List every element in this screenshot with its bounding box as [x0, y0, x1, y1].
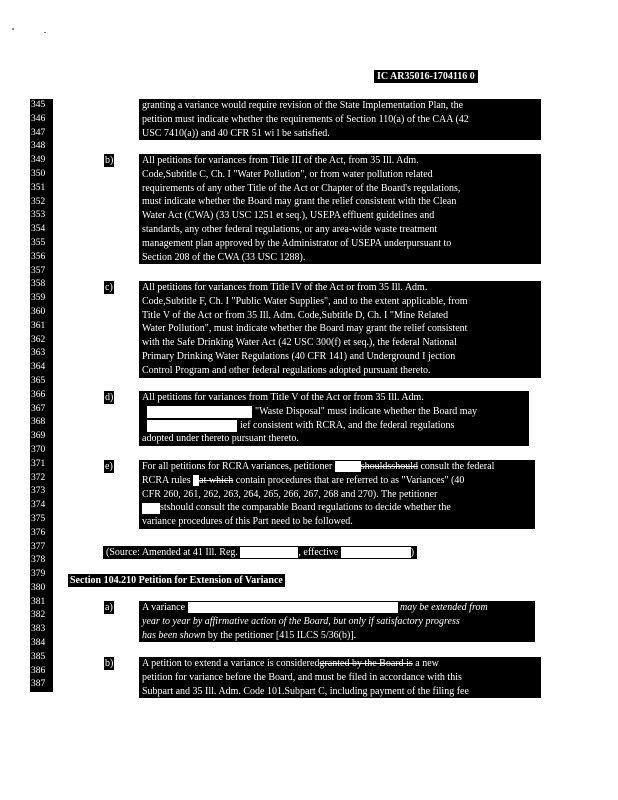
line-number: 373 [31, 486, 46, 497]
line-number: 384 [31, 638, 46, 649]
item-c-paragraph [139, 281, 541, 378]
text-line: Water Pollution", must indicate whether the Board may grant the relief consistent [142, 323, 468, 335]
text-line [142, 657, 538, 671]
line-number: 353 [31, 210, 46, 221]
line-number: 385 [31, 651, 46, 662]
text-line: Section 208 of the CWA (33 USC 1288). [142, 251, 306, 263]
item-d-label: d) [105, 392, 114, 403]
text-line: petition must indicate whether the requirements of Section 110(a) of the CAA (42 [142, 113, 469, 125]
text-line: All petitions for variances from Title V of the Act or from 35 Ill. Adm. [142, 392, 424, 403]
text-line: ief consistent with RCRA, and the federal regulations [240, 419, 455, 431]
struck-text: granted by the Board is [319, 658, 413, 669]
line-number: 345 [31, 100, 46, 110]
text-line [142, 474, 532, 488]
text-segment: A petition to extend a variance is considered [142, 658, 320, 669]
text-line: with the Safe Drinking Water Act (42 USC 300(f) et seq.), the federal National [142, 337, 457, 349]
text-line: Water Act (CWA) (33 USC 1251 et seq.), USEPA effluent guidelines and [142, 210, 435, 222]
line-number: 380 [31, 582, 46, 593]
text-line: requirements of any other Title of the Act or Chapter of the Board's regulations, [142, 182, 461, 194]
redaction-gap [188, 602, 398, 613]
line-number: 379 [31, 569, 46, 580]
text-segment: a new [412, 658, 439, 669]
text-line [142, 629, 532, 643]
item-b-label: b) [105, 155, 114, 166]
line-number: 371 [31, 458, 46, 469]
document-id-header: IC AR35016-1704116 0 [374, 70, 478, 83]
line-number: 381 [31, 596, 46, 607]
line-number: 360 [31, 306, 46, 317]
line-number: 372 [31, 472, 46, 483]
line-number: 368 [31, 417, 46, 428]
line-number: 349 [31, 155, 46, 166]
item-c-label: c) [105, 282, 113, 293]
redaction-gap [335, 461, 361, 472]
text-segment: by the petitioner [415 ILCS 5/36(b)]. [205, 629, 357, 641]
text-line: Primary Drinking Water Regulations (40 CFR 141) and Underground I jection [142, 350, 456, 362]
redaction-gap [341, 547, 411, 558]
section-heading: Section 104.210 Petition for Extension of Variance [70, 575, 283, 586]
line-number: 365 [31, 375, 46, 386]
sec-b-label: b) [105, 658, 114, 669]
item-e-paragraph [139, 460, 535, 529]
intro-paragraph [139, 99, 541, 140]
redaction-gap [147, 420, 237, 432]
text-segment: contain procedures that are referred to as "Variances" (40 [235, 474, 465, 486]
source-note [103, 546, 417, 559]
redaction-gap [240, 547, 298, 558]
sec-a-label: a) [105, 602, 113, 613]
line-number: 362 [31, 334, 46, 345]
line-number: 367 [31, 403, 46, 414]
text-segment: RCRA rules [142, 474, 191, 486]
text-line [142, 501, 532, 515]
text-line: Control Program and other federal regulations adopted pursuant thereto. [142, 364, 431, 376]
text-line: granting a variance would require revision of the State Implementation Plan, the [142, 100, 464, 111]
source-prefix: (Source: Amended at 41 Ill. Reg. [106, 547, 238, 558]
line-number: 377 [31, 541, 46, 552]
text-line [142, 460, 532, 474]
line-number: 359 [31, 293, 46, 304]
struck-text: at which [199, 474, 234, 486]
text-segment: consult the federal [420, 461, 495, 472]
line-number: 355 [31, 237, 46, 248]
line-number: 348 [31, 141, 46, 152]
source-suffix: ) [410, 547, 415, 558]
redaction-gap [147, 406, 252, 418]
text-segment: stshould consult the comparable Board regulations to decide whether the [160, 502, 451, 514]
struck-text: shouldsshould [360, 461, 418, 472]
line-number-column [30, 99, 53, 692]
text-line: Title V of the Act or from 35 Ill. Adm. Code,Subtitle D, Ch. I "Mine Related [142, 309, 449, 321]
line-number: 374 [31, 500, 46, 511]
text-segment: A variance [142, 602, 186, 613]
line-number: 357 [31, 265, 46, 276]
line-number: 351 [31, 182, 46, 193]
sec-b-paragraph [139, 657, 541, 698]
line-number: 382 [31, 610, 46, 621]
line-number: 370 [31, 444, 46, 455]
line-number: 375 [31, 513, 46, 524]
line-number: 347 [31, 127, 46, 138]
text-line: CFR 260, 261, 262, 263, 264, 265, 266, 267, 268 and 270). The petitioner [142, 488, 438, 500]
line-number: 364 [31, 362, 46, 373]
text-line [142, 601, 532, 615]
text-segment: For all petitions for RCRA variances, petitioner [142, 461, 333, 472]
text-line: Code,Subtitle F, Ch. I "Public Water Supplies", and to the extent applicable, from [142, 295, 468, 307]
item-b-paragraph [139, 154, 541, 264]
text-line: All petitions for variances from Title III of the Act, from 35 Ill. Adm. [142, 155, 419, 166]
text-line: must indicate whether the Board may grant the relief consistent with the Clean [142, 196, 457, 208]
text-line: adopted under thereto pursuant thereto. [142, 433, 299, 445]
text-line: Code,Subtitle C, Ch. I "Water Pollution", or from water pollution related [142, 168, 433, 180]
sec-a-paragraph [139, 601, 535, 642]
line-number: 378 [31, 555, 46, 566]
italic-text: may be extended from [400, 602, 488, 613]
line-number: 383 [31, 624, 46, 635]
line-number: 376 [31, 527, 46, 538]
source-effective: , effective [298, 547, 339, 558]
text-line: All petitions for variances from Title IV of the Act or from 35 Ill. Adm. [142, 282, 428, 293]
line-number: 387 [31, 679, 46, 690]
line-number: 350 [31, 168, 46, 179]
text-line: USC 7410(a)) and 40 CFR 51 wi l be satisfied. [142, 127, 330, 139]
text-line: standards, any other federal regulations, or any area-wide waste treatment [142, 223, 438, 235]
line-number: 352 [31, 196, 46, 207]
text-line: Subpart and 35 Ill. Adm. Code 101.Subpart C, including payment of the filing fee [142, 685, 469, 697]
line-number: 358 [31, 279, 46, 290]
text-line: variance procedures of this Part need to be followed. [142, 516, 353, 528]
text-line: "Waste Disposal" must indicate whether the Board may [255, 405, 478, 417]
scan-speck [12, 28, 14, 30]
redaction-gap [142, 503, 160, 514]
line-number: 363 [31, 348, 46, 359]
line-number: 354 [31, 224, 46, 235]
line-number: 369 [31, 431, 46, 442]
line-number: 356 [31, 251, 46, 262]
text-line: year to year by affirmative action of the Board, but only if satisfactory progress [142, 615, 460, 627]
scan-speck [44, 32, 46, 33]
line-number: 366 [31, 389, 46, 400]
text-line: management plan approved by the Administrator of USEPA underpursuant to [142, 237, 452, 249]
text-line: petition for variance before the Board, and must be filed in accordance with this [142, 671, 462, 683]
line-number: 361 [31, 320, 46, 331]
italic-text: has been shown [142, 629, 206, 641]
line-number: 386 [31, 665, 46, 676]
item-d-paragraph [139, 391, 529, 446]
item-e-label: e) [105, 461, 113, 472]
line-number: 346 [31, 113, 46, 124]
